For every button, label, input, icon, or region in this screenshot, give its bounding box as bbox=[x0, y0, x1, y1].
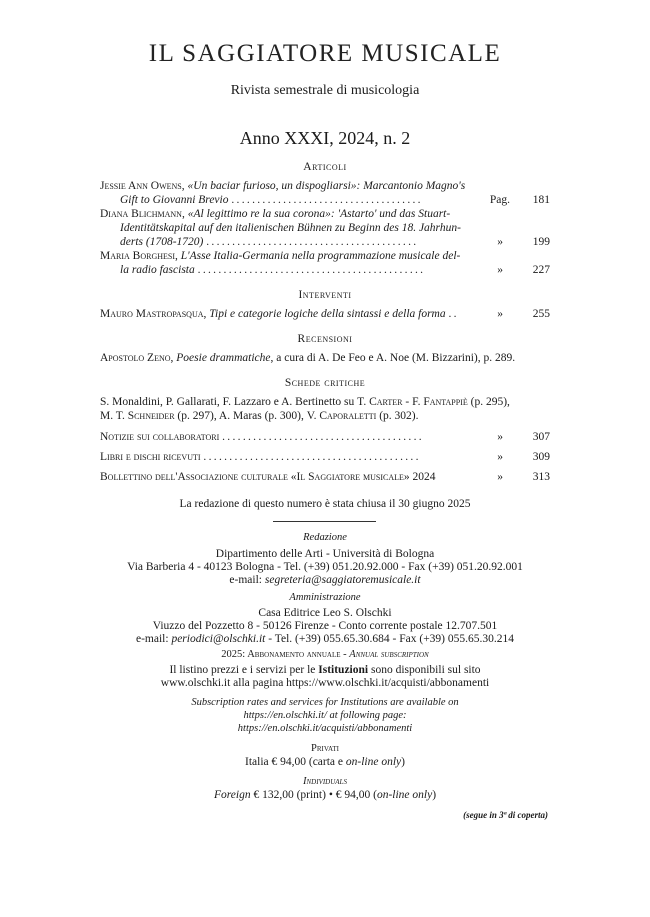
toc-title-cont: derts (1708-1720) bbox=[120, 236, 204, 248]
price-note: on-line only bbox=[376, 789, 433, 801]
phone-fax: - Tel. (+39) 055.65.30.684 - Fax (+39) 055.65.30.214 bbox=[265, 633, 515, 645]
page-number: 313 bbox=[532, 471, 550, 483]
schede-author: T. Carter bbox=[357, 396, 403, 408]
toc-title: Bollettino dell'Associazione culturale «Il Saggiatore musicale» 2024 bbox=[100, 471, 436, 483]
listino-post: sono disponibili sul sito bbox=[368, 664, 481, 676]
istituzioni-label: Istituzioni bbox=[318, 664, 369, 676]
journal-title: IL SAGGIATORE MUSICALE bbox=[148, 40, 502, 67]
subscription-en-line3[interactable]: https://en.olschki.it/acquisti/abbonamenti bbox=[237, 723, 413, 734]
continued-note: (segue in 3ª di coperta) bbox=[463, 810, 548, 820]
subscription-en-line1: Subscription rates and services for Institutions are available on bbox=[191, 697, 459, 708]
redazione-heading: Redazione bbox=[303, 532, 347, 543]
dot-leader: ..................................... bbox=[231, 194, 423, 206]
journal-subtitle: Rivista semestrale di musicologia bbox=[230, 83, 420, 98]
subscription-en-line2[interactable]: https://en.olschki.it/ at following page: bbox=[243, 710, 407, 721]
toc-entry-borghesi bbox=[100, 249, 550, 277]
amministrazione-address: Viuzzo del Pozzetto 8 - 50126 Firenze - Conto corrente postale 12.707.501 bbox=[152, 620, 498, 632]
price-note: on-line only bbox=[345, 756, 402, 768]
toc-entry-schede bbox=[100, 395, 550, 423]
redazione-email bbox=[0, 573, 650, 587]
individuals-heading: Individuals bbox=[303, 776, 347, 787]
toc-author: Maria Borghesi, bbox=[100, 250, 178, 262]
toc-entry-bollettino bbox=[100, 470, 550, 484]
dot-leader: ............................................ bbox=[197, 264, 426, 276]
toc-entry-notizie bbox=[100, 430, 550, 444]
abbonamento-label: 2025: Abbonamento annuale - bbox=[221, 649, 350, 660]
toc-title: Notizie sui collaboratori bbox=[100, 431, 220, 443]
listino-pre: Il listino prezzi e i servizi per le bbox=[169, 664, 319, 676]
toc-title-cont: Gift to Giovanni Brevio bbox=[120, 194, 229, 206]
schede-author: F. Fantappiè bbox=[412, 396, 468, 408]
toc-entry-owens bbox=[100, 179, 550, 207]
section-heading-schede: Schede critiche bbox=[284, 377, 366, 389]
toc-author: Jessie Ann Owens, bbox=[100, 180, 185, 192]
divider bbox=[273, 521, 376, 522]
email-link[interactable]: segreteria@saggiatoremusicale.it bbox=[264, 574, 421, 586]
redazione-address: Dipartimento delle Arti - Università di Bologna bbox=[215, 548, 435, 560]
section-heading-interventi: Interventi bbox=[298, 289, 352, 301]
amministrazione-publisher: Casa Editrice Leo S. Olschki bbox=[258, 607, 392, 619]
section-heading-articoli: Articoli bbox=[303, 161, 347, 173]
toc-title: «Al legittimo re la sua corona»: 'Astarto' und das Stuart- bbox=[187, 208, 451, 220]
ditto-mark: » bbox=[497, 431, 503, 443]
schede-text: S. Monaldini, P. Gallarati, F. Lazzaro e A. Bertinetto su bbox=[100, 396, 358, 408]
price-text: Italia € 94,00 (carta e bbox=[245, 756, 346, 768]
page-number: 227 bbox=[532, 264, 550, 276]
amministrazione-heading: Amministrazione bbox=[289, 592, 361, 603]
toc-title-cont: Identitätskapital auf den italienischen Bühnen zu Beginn des 18. Jahrhun- bbox=[120, 222, 461, 234]
page-number: 309 bbox=[532, 451, 550, 463]
toc-title: L'Asse Italia-Germania nella programmazione musicale del- bbox=[180, 250, 461, 262]
price-text: ) bbox=[432, 789, 437, 801]
toc-author: Mauro Mastropasqua, bbox=[100, 308, 207, 320]
subscription-label: Annual subscription bbox=[349, 649, 429, 660]
toc-title: «Un baciar furioso, un dispogliarsi»: Marcantonio Magno's bbox=[187, 180, 466, 192]
toc-title: Libri e dischi ricevuti bbox=[100, 451, 201, 463]
page-number: 199 bbox=[532, 236, 550, 248]
listino-url[interactable]: www.olschki.it alla pagina https://www.olschki.it/acquisti/abbonamenti bbox=[160, 677, 490, 689]
page-number: 181 bbox=[532, 194, 550, 206]
ditto-mark: » bbox=[497, 264, 503, 276]
price-text: € 132,00 (print) • € 94,00 ( bbox=[250, 789, 377, 801]
ditto-mark: » bbox=[497, 236, 503, 248]
page-number: 307 bbox=[532, 431, 550, 443]
listino-text bbox=[0, 663, 650, 677]
toc-detail: , a cura di A. De Feo e A. Noe (M. Bizzarini), p. 289. bbox=[270, 352, 516, 364]
email-label: e-mail: bbox=[135, 633, 172, 645]
closing-note: La redazione di questo numero è stata chiusa il 30 giugno 2025 bbox=[179, 498, 471, 510]
email-label: e-mail: bbox=[229, 574, 265, 586]
redazione-contacts: Via Barberia 4 - 40123 Bologna - Tel. (+39) 051.20.92.000 - Fax (+39) 051.20.92.001 bbox=[127, 561, 523, 573]
price-text: ) bbox=[401, 756, 405, 768]
schede-text: (p. 302). bbox=[376, 410, 419, 422]
toc-entry-libri bbox=[100, 450, 550, 464]
ditto-mark: » bbox=[497, 471, 503, 483]
ditto-mark: » bbox=[497, 451, 503, 463]
individuals-price bbox=[0, 788, 650, 802]
toc-entry-mastropasqua bbox=[100, 307, 550, 321]
issue-number: Anno XXXI, 2024, n. 2 bbox=[239, 128, 411, 148]
toc-title: Poesie drammatiche bbox=[176, 352, 271, 364]
schede-text: (p. 295), bbox=[467, 396, 510, 408]
email-link[interactable]: periodici@olschki.it bbox=[171, 633, 266, 645]
toc-author: Diana Blichmann, bbox=[100, 208, 185, 220]
amministrazione-contacts bbox=[0, 632, 650, 646]
toc-title: Tipi e categorie logiche della sintassi e della forma bbox=[209, 308, 446, 320]
ditto-mark: » bbox=[497, 308, 503, 320]
schede-author: V. Caporaletti bbox=[306, 410, 377, 422]
toc-entry-zeno bbox=[100, 351, 550, 365]
toc-title-cont: la radio fascista bbox=[120, 264, 195, 276]
privati-price bbox=[0, 755, 650, 769]
schede-text: (p. 297), A. Maras (p. 300), bbox=[174, 410, 307, 422]
schede-text: - bbox=[402, 396, 413, 408]
dot-leader: .. bbox=[448, 308, 459, 320]
toc-author: Apostolo Zeno, bbox=[100, 352, 174, 364]
dot-leader: .......................................... bbox=[203, 451, 421, 463]
privati-heading: Privati bbox=[311, 743, 339, 754]
price-label: Foreign bbox=[213, 789, 251, 801]
dot-leader: ......................................... bbox=[206, 236, 419, 248]
dot-leader: ....................................... bbox=[222, 431, 424, 443]
schede-author: M. T. Schneider bbox=[100, 410, 175, 422]
section-heading-recensioni: Recensioni bbox=[297, 333, 353, 345]
page-number: 255 bbox=[532, 308, 550, 320]
toc-entry-blichmann bbox=[100, 207, 550, 249]
abbonamento-heading bbox=[0, 648, 650, 662]
pag-label: Pag. bbox=[489, 194, 510, 206]
